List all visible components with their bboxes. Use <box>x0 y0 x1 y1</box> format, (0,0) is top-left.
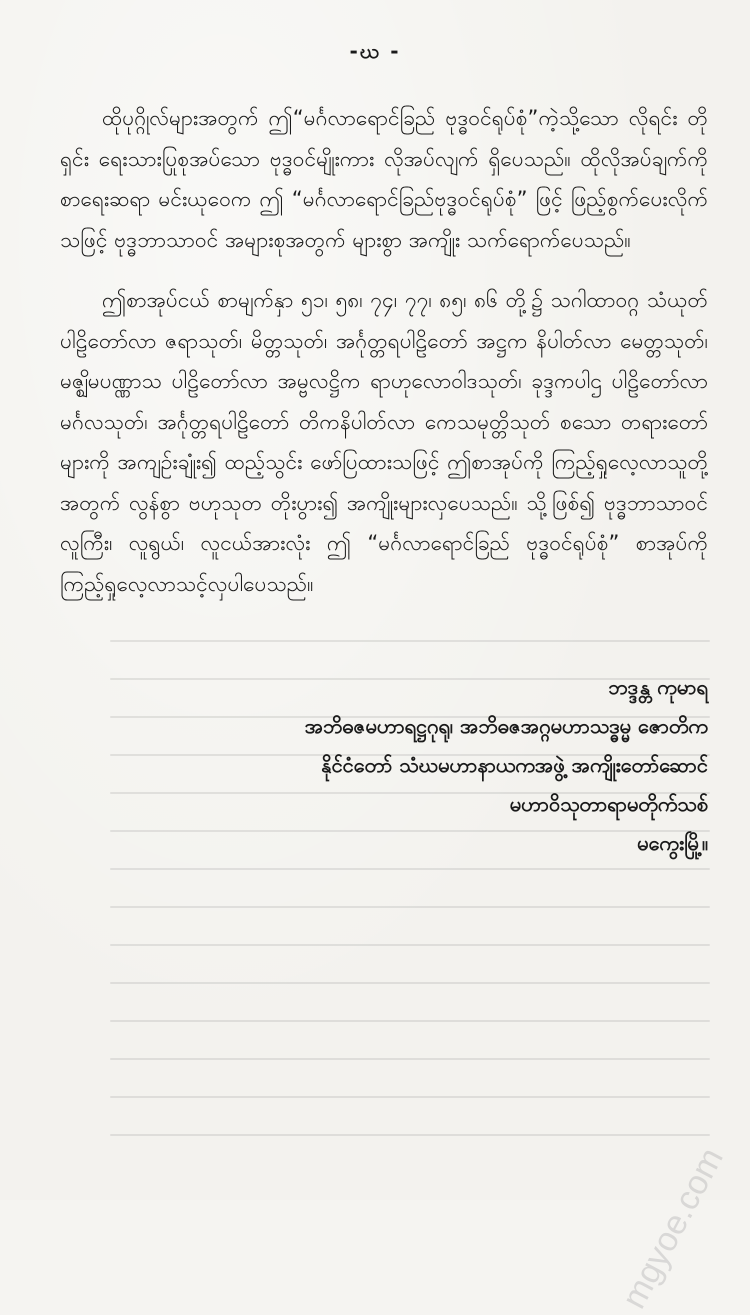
signature-title-2: နိုင်ငံတော် သံဃမဟာနာယကအဖွဲ့ အကျိုးတော်ဆောင် <box>321 753 708 777</box>
watermark: mgyoe.com <box>615 1141 732 1315</box>
paragraph-2: ဤစာအုပ်ငယ် စာမျက်နှာ ၅၁၊ ၅၈၊ ၇၄၊ ၇၇၊ ၈၅၊ ၈၆ တို့၌ သဂါထာဝဂ္ဂ သံယုတ်ပါဠိတော်လာ ဇရာသုတ်၊ မိတ္တသုတ်၊ အင်္ဂုတ္တရပါဠိတော် အဋ္ဌက နိပါတ်လာ မေတ္တသုတ်၊ မဇ္ဈိမပဏ္ဏာသ ပါဠိတော်လာ အမ္ဗလဋ္ဌိက ရာဟုလောဝါဒသုတ်၊ ခုဒ္ဒကပါဌ ပါဠိတော်လာ မင်္ဂလသုတ်၊ အင်္ဂုတ္တရပါဠိတော် တိကနိပါတ်လာ ကေသမုတ္တိသုတ် စသော တရားတော်များကို အကျဉ်းချုံး၍ ထည့်သွင်း ဖော်ပြထားသဖြင့် ဤစာအုပ်ကို ကြည့်ရှုလေ့လာသူတို့အတွက် လွန်စွာ ဗဟုသုတ တိုးပွား၍ အကျိုးများလှပေသည်။ သို့ဖြစ်၍ ဗုဒ္ဓဘာသာဝင် လူကြီး၊ လူရွယ်၊ လူငယ်အားလုံး ဤ “မင်္ဂလာရောင်ခြည် ဗုဒ္ဓဝင်ရုပ်စုံ” စာအုပ်ကို ကြည့်ရှုလေ့လာသင့်လှပါပေသည်။ <box>60 288 708 596</box>
page-number: -ဃ - <box>349 39 401 63</box>
signature-monastery: မဟာဝိသုတာရာမတိုက်သစ် <box>509 792 708 816</box>
signature-title-1: အဘိဓဇမဟာရဋ္ဌဂုရု၊ အဘိဓဇအဂ္ဂမဟာသဒ္ဓမ္မ ဇောတိက <box>304 714 708 738</box>
body-text <box>60 98 708 624</box>
signature-block <box>88 668 708 863</box>
signature-name: ဘဒ္ဒန္တ ကုမာရ <box>608 675 708 699</box>
paragraph-1: ထိုပုဂ္ဂိုလ်များအတွက် ဤ“မင်္ဂလာရောင်ခြည် ဗုဒ္ဓဝင်ရုပ်စုံ”ကဲ့သို့သော လိုရင်း တိုရှင်း ရေးသားပြုစုအပ်သော ဗုဒ္ဓဝင်မျိုးကား လိုအပ်လျက် ရှိပေသည်။ ထိုလိုအပ်ချက်ကို စာရေးဆရာ မင်းယုဝေက ဤ “မင်္ဂလာရောင်ခြည်ဗုဒ္ဓဝင်ရုပ်စုံ” ဖြင့် ဖြည့်စွက်ပေးလိုက်သဖြင့် ဗုဒ္ဓဘာသာဝင် အများစုအတွက် များစွာ အကျိုး သက်ရောက်ပေသည်။ <box>60 106 708 252</box>
signature-town: မကွေးမြို့။ <box>637 831 708 855</box>
